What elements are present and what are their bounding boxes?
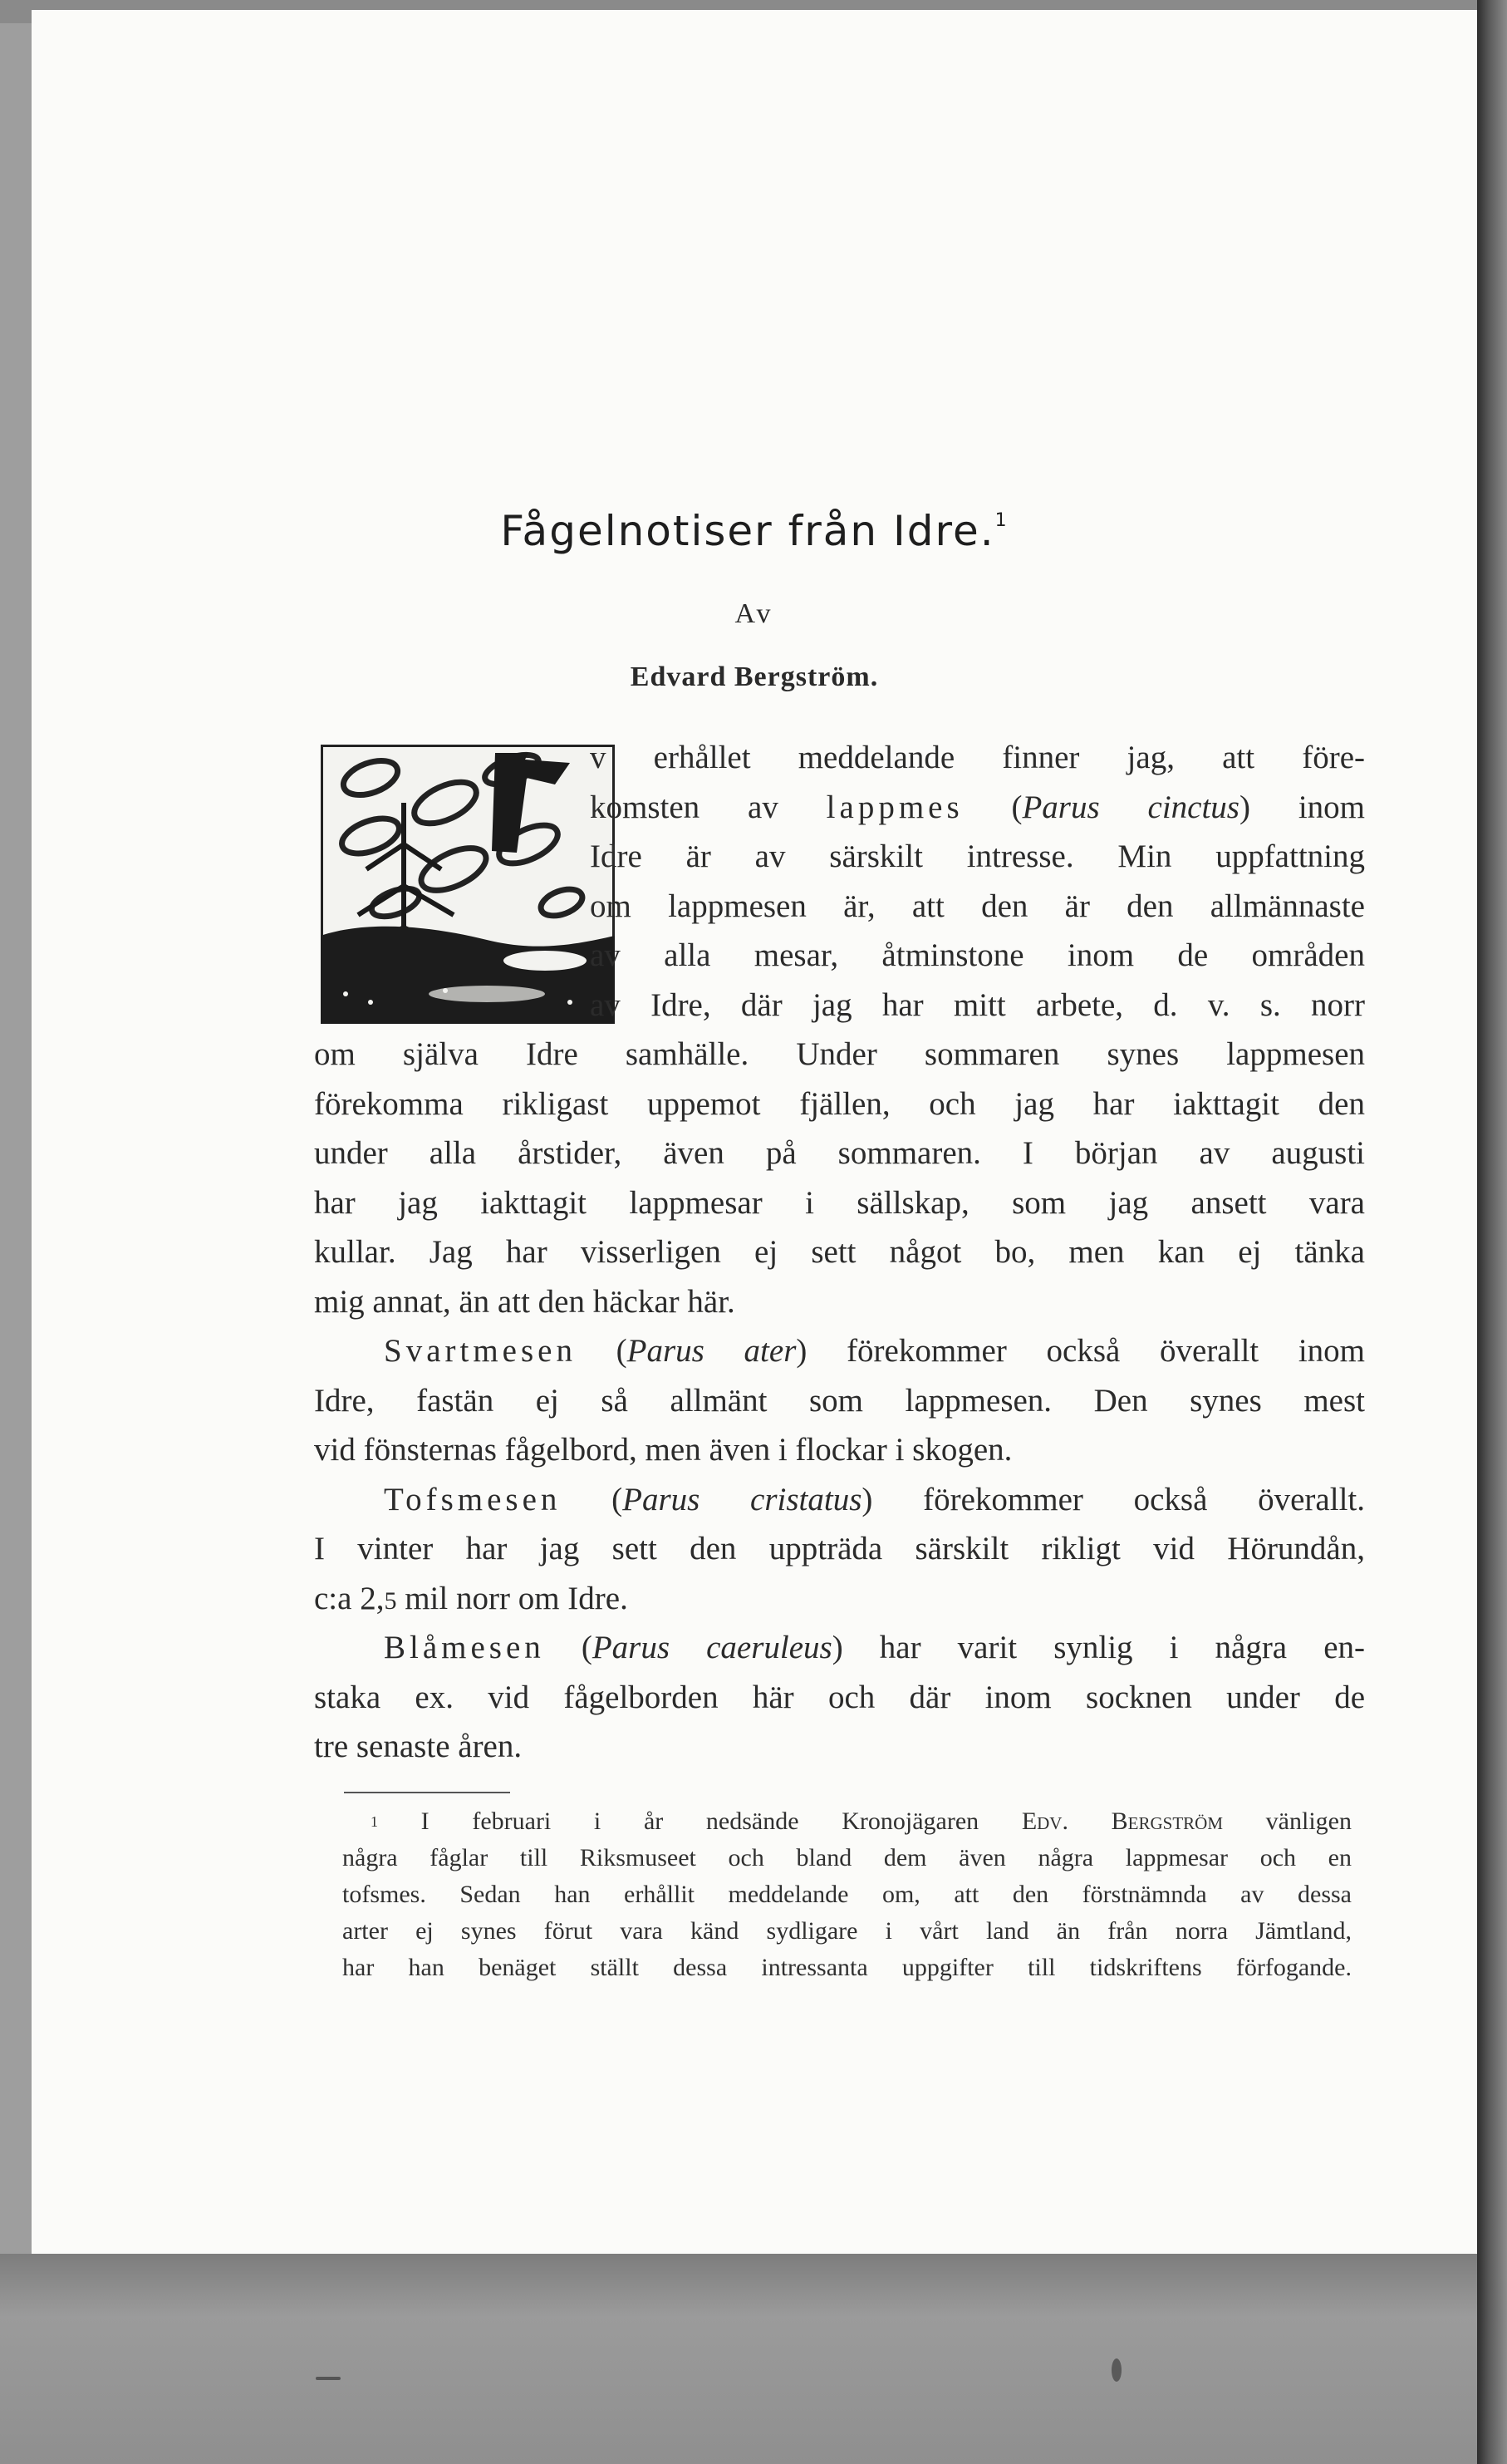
footnote <box>342 1803 1352 1986</box>
article-title <box>32 507 1477 555</box>
author-name: Edvard Bergström. <box>630 661 879 692</box>
species-latin: Parus cristatus <box>622 1481 862 1517</box>
species-tofsmesen-spaced: Tofsmesen <box>384 1481 562 1517</box>
species-blamesen-spaced: Blåmesen <box>384 1630 545 1665</box>
footnote-mark: 1 <box>371 1813 378 1830</box>
text-line: c:a 2,5 mil norr om Idre. <box>314 1580 628 1616</box>
text-line: staka ex. vid fågelborden här och där inom socknen under de <box>314 1679 1365 1715</box>
drop-cap-initial-illustration <box>321 745 615 1024</box>
scan-smudge <box>316 2377 341 2380</box>
title-footnote-mark: 1 <box>994 510 1009 531</box>
species-latin: Parus ater <box>626 1333 797 1369</box>
species-latin: Parus caeruleus <box>592 1630 832 1665</box>
text-line: av alla mesar, åtminstone inom de områden <box>590 937 1365 973</box>
text-line: v erhållet meddelande finner jag, att före- <box>590 740 1365 775</box>
name-small-caps: Edv. Bergström <box>1021 1807 1224 1835</box>
footnote-line: arter ej synes förut vara känd sydligare i vårt land än från norra Jämtland, <box>342 1917 1352 1945</box>
text-line: Svartmesen (Parus ater) förekommer också överallt inom <box>384 1333 1365 1369</box>
text-line: Tofsmesen (Parus cristatus) förekommer också överallt. <box>384 1481 1365 1517</box>
text-line: har jag iakttagit lappmesar i sällskap, som jag ansett vara <box>314 1184 1365 1221</box>
text-line: om lappmesen är, att den är den allmännaste <box>590 888 1365 924</box>
text-line: komsten av lappmes (Parus cinctus) inom <box>590 789 1365 825</box>
text-line: Idre, fastän ej så allmänt som lappmesen. Den synes mest <box>314 1382 1365 1419</box>
text-line: av Idre, där jag har mitt arbete, d. v. s. norr <box>590 986 1365 1023</box>
text-line: vid fönsternas fågelbord, men även i flockar i skogen. <box>314 1432 1013 1468</box>
footnote-divider <box>344 1792 510 1793</box>
text-line: förekomma rikligast uppemot fjällen, och jag har iakttagit den <box>314 1085 1365 1122</box>
species-latin: Parus cinctus <box>1022 789 1239 825</box>
byline-prefix: Av <box>734 598 774 629</box>
page <box>32 10 1477 2254</box>
title-text: Fågelnotiser från Idre. <box>500 507 995 555</box>
footnote-line: några fåglar till Riksmuseet och bland dem även några lappmesar och en <box>342 1844 1352 1871</box>
species-lappmes-spaced: lappmes <box>826 789 964 825</box>
footnote-line: har han benäget ställt dessa intressanta uppgifter till tidskriftens förfogande. <box>342 1954 1352 1981</box>
text-line: kullar. Jag har visserligen ej sett något bo, men kan ej tänka <box>314 1234 1365 1270</box>
footnote-line: $^1$ I februari i år nedsände Kronojägaren Edv. Bergström vänligen <box>371 1807 1352 1835</box>
text-line: Blåmesen (Parus caeruleus) har varit synlig i några en- <box>384 1630 1365 1665</box>
text-line: under alla årstider, även på sommaren. I början av augusti <box>314 1135 1365 1171</box>
text-line: mig annat, än att den häckar här. <box>314 1283 735 1320</box>
text-line: om själva Idre samhälle. Under sommaren synes lappmesen <box>314 1036 1365 1072</box>
paragraph-1-continued <box>314 1030 1365 1772</box>
text-line: I vinter har jag sett den uppträda särskilt rikligt vid Hörundån, <box>314 1531 1365 1566</box>
scan-border-bottom <box>0 2254 1477 2464</box>
text-line: Idre är av särskilt intresse. Min uppfattning <box>590 839 1365 874</box>
species-svartmesen-spaced: Svartmesen <box>384 1333 577 1369</box>
text-line: tre senaste åren. <box>314 1729 523 1764</box>
paragraph-1 <box>590 733 1365 1030</box>
footnote-line: tofsmes. Sedan han erhållit meddelande om, att den förstnämnda av dessa <box>342 1881 1352 1908</box>
scan-smudge <box>1112 2358 1122 2382</box>
scan-border-right <box>1477 0 1507 2464</box>
